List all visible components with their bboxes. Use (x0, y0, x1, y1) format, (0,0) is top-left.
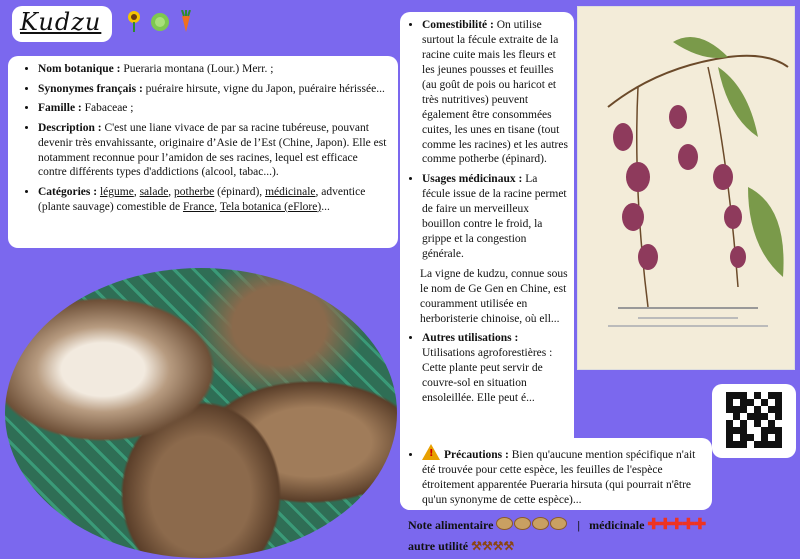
category-link[interactable]: Tela botanica (eFlore) (219, 200, 322, 213)
note-alimentaire-label: Note alimentaire (408, 518, 494, 532)
title-icons (124, 10, 196, 32)
bread-rating-icon (496, 518, 568, 532)
category-link[interactable]: médicinale (265, 186, 316, 199)
info-item: • Description : C'est une liane vivace de par sa racine tubéreuse, pouvant devenir très envahissante, originaire d’Asie de l’Est (Chine, Japon). Elle est notamment reconnue pour l’amidon de ses racines, lequel est efficace contre différents types d'addictions (alcool, tabac...). (38, 121, 388, 180)
note-autre-label: autre utilité (408, 538, 469, 553)
sunflower-icon (124, 10, 144, 32)
note-medicinale-label: médicinale (589, 518, 645, 532)
page-title: Kudzu (20, 8, 102, 36)
precautions-item: !• Précautions : Bien qu'aucune mention spécifique n'ait été trouvée pour cette espèce, les feuilles de l'espèce étroitement apparentée Pueraria hirsuta (qui pourrait n'être qu'un synonyme de cette espèce)... (422, 444, 706, 508)
usages-extra: La vigne de kudzu, connue sous le nom de Ge Gen en Chine, est couramment utilisée en herboristerie chinoise, où ell... (420, 268, 568, 325)
tool-rating-icon: ⚒⚒⚒⚒ (471, 538, 515, 553)
categories-item: • Catégories : légume, salade, potherbe (épinard), médicinale, adventice (plante sauvage) comestible de France, Tela botanica (eFlore)... (38, 185, 388, 214)
info-item: • Famille : Fabaceae ; (38, 101, 388, 116)
warning-icon (422, 444, 440, 460)
category-link[interactable]: potherbe (174, 186, 215, 199)
botanical-illustration (577, 6, 795, 370)
comestibilite-item: • Comestibilité : On utilise surtout la fécule extraite de la racine cuite mais les fleurs et les jeunes pousses et feuilles (au goût de pois ou haricot et très nutritives) peuvent également être consommées cuites, les unes en tisane (tout comme les racines) et les autres comme potherbe (épinard). (422, 18, 568, 167)
medical-cross-icon: ✚✚✚✚✚ (647, 517, 706, 533)
info-item: • Nom botanique : Pueraria montana (Lour.) Merr. ; (38, 62, 388, 77)
kudzu-root-photo (5, 268, 397, 558)
cabbage-icon (150, 10, 170, 32)
ratings (408, 514, 705, 555)
precautions-card (400, 438, 712, 510)
autres-item: • Autres utilisations : Utilisations agroforestières : Cette plante peut servir de couvre-sol en situation ensoleillée. Elle peut é... (422, 331, 568, 406)
info-item: • Synonymes français : puéraire hirsute, vigne du Japon, puéraire hérissée... (38, 82, 388, 97)
carrot-icon (176, 10, 196, 32)
qr-card[interactable] (712, 384, 796, 458)
kudzu-illustration-icon (578, 7, 794, 369)
botanical-info-card (8, 56, 398, 248)
category-link[interactable]: salade (139, 186, 169, 199)
title-card (12, 6, 112, 42)
separator: | (577, 518, 581, 532)
uses-card (400, 12, 574, 510)
qr-code-icon[interactable] (726, 392, 782, 448)
category-link[interactable]: France (182, 200, 215, 213)
usages-item: • Usages médicinaux : La fécule issue de la racine permet de faire un merveilleux bouillon contre le froid, la grippe et la congestion générale. (422, 172, 568, 262)
category-link[interactable]: légume (99, 186, 134, 199)
